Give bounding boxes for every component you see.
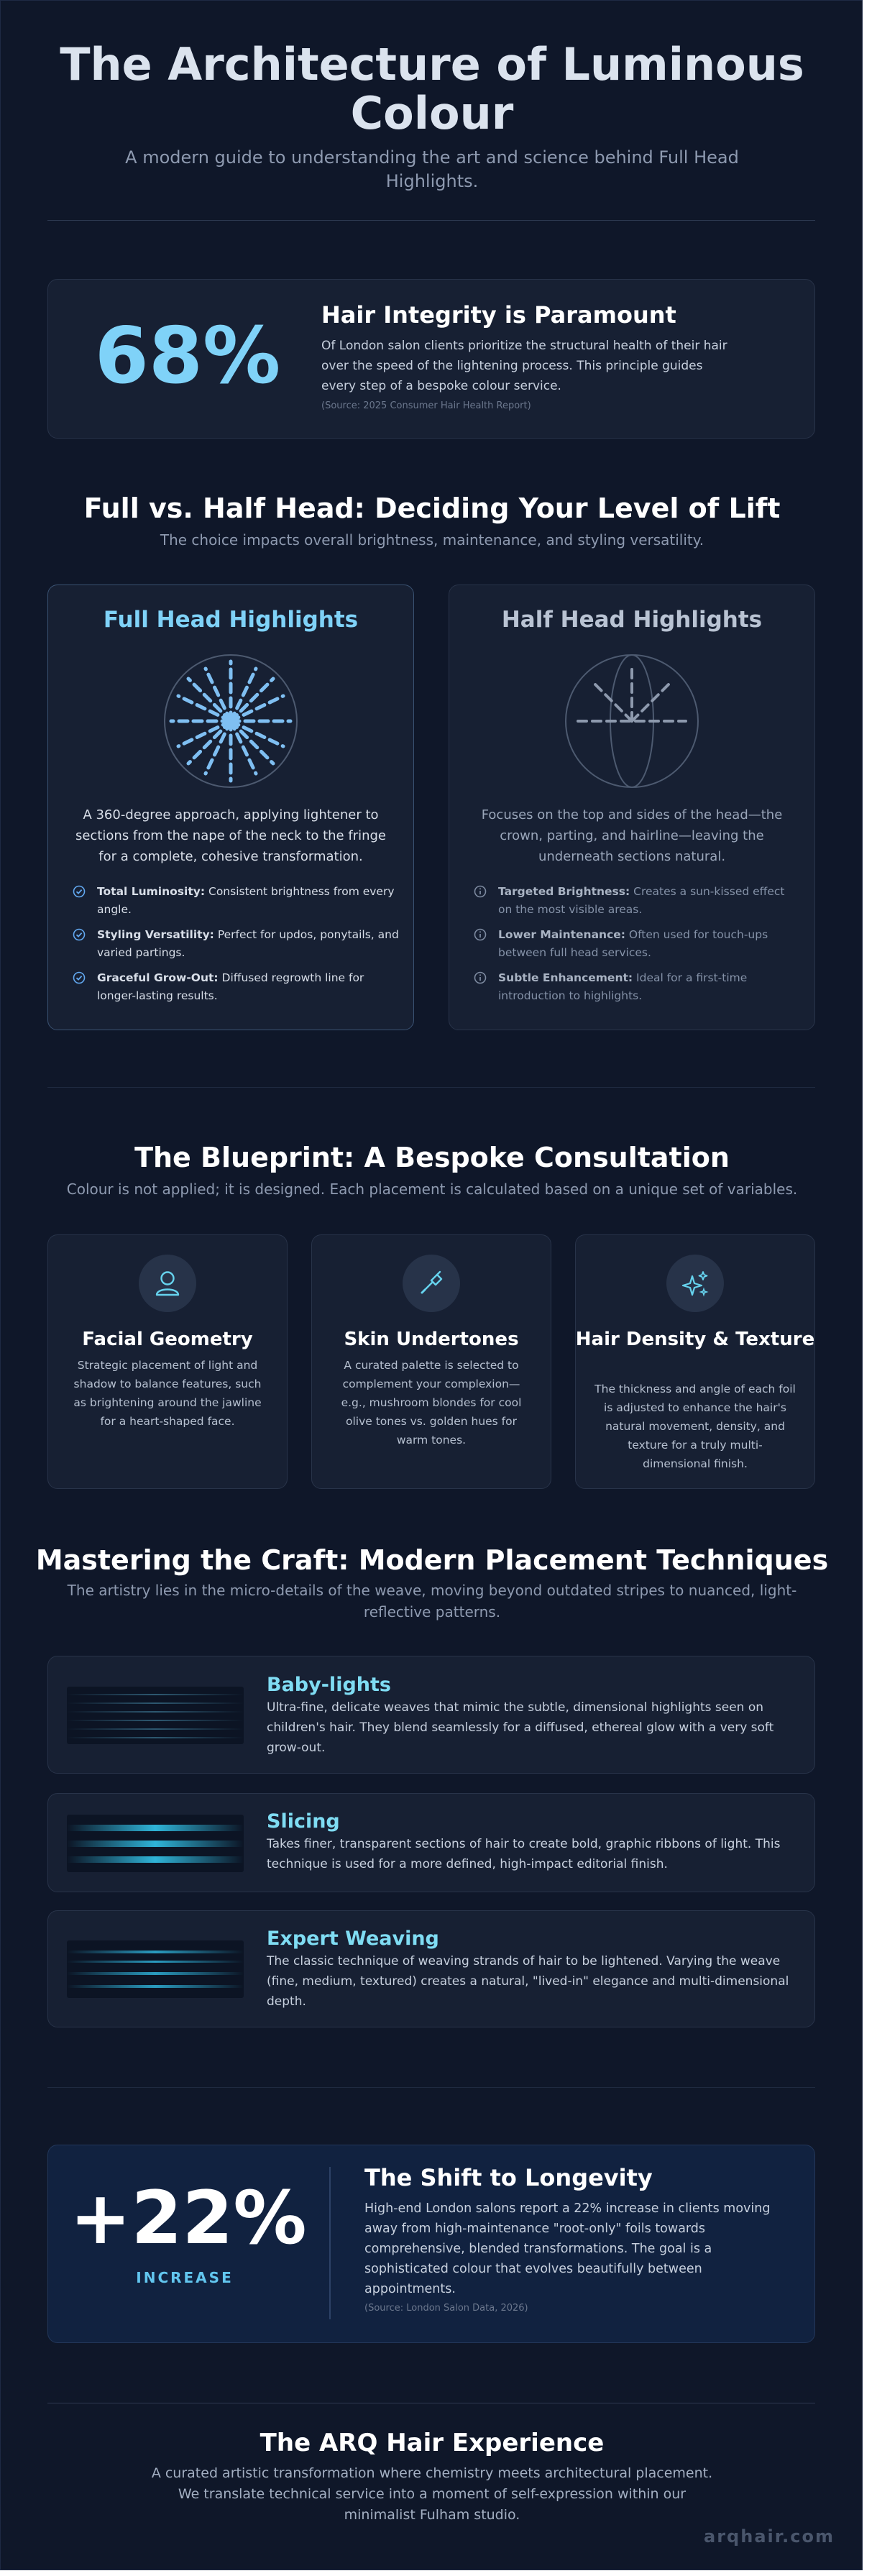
blueprint-card-title: Facial Geometry [82,1329,253,1350]
blueprint-card-desc: Strategic placement of light and shadow to balance features, such as brightening around the jawline for a heart-shaped face. [73,1359,262,1428]
feature-label: Targeted Brightness: [498,885,630,898]
page-subtitle: A modern guide to understanding the art and science behind Full Head Highlights. [125,147,739,191]
full-head-title: Full Head Highlights [103,607,359,633]
full-feature-item [97,926,399,962]
technique-desc: Ultra-fine, delicate weaves that mimic the subtle, dimensional highlights seen on children's hair. They blend seamlessly for a diffused, ethereal glow with a very soft grow-out. [267,1700,774,1755]
feature-label: Total Luminosity: [97,885,206,898]
blueprint-title: The Blueprint: A Bespoke Consultation [134,1142,730,1173]
feature-label: Subtle Enhancement: [498,971,633,984]
feature-label: Lower Maintenance: [498,928,625,941]
feature-text: Creates a sun-kissed effect on the most visible areas. [498,885,785,916]
blueprint-subtitle: Colour is not applied; it is designed. Each placement is calculated based on a unique set of variables. [66,1181,798,1198]
full-feature-item [97,883,399,919]
blueprint-card-title: Skin Undertones [344,1329,519,1350]
babylights-swatch [67,1687,244,1744]
feature-text: Perfect for updos, ponytails, and varied partings. [97,928,399,959]
longevity-divider [329,2167,331,2319]
technique-title: Expert Weaving [267,1928,439,1950]
techniques-subtitle: The artistry lies in the micro-details of the weave, moving beyond outdated stripes to nuanced, light-reflective patterns. [67,1582,797,1621]
half-feature-item [498,969,800,1005]
full-head-diagram-icon [162,653,299,789]
longevity-tag: INCREASE [136,2269,234,2286]
person-icon [139,1255,196,1312]
weaving-swatch [67,1940,244,1998]
sparkles-icon [666,1255,724,1312]
feature-text: Consistent brightness from every angle. [97,885,395,916]
technique-title: Baby-lights [267,1674,391,1696]
technique-title: Slicing [267,1810,340,1833]
feature-label: Styling Versatility: [97,928,214,941]
feature-label: Graceful Grow-Out: [97,971,219,984]
footer-body: A curated artistic transformation where chemistry meets architectural placement. We translate technical service into a moment of self-expression within our minimalist Fulham studio. [151,2465,713,2523]
feature-text: Ideal for a first-time introduction to highlights. [498,971,748,1002]
full-feature-item [97,969,399,1005]
stat-title: Hair Integrity is Paramount [321,301,676,329]
page-title: The Architecture of Luminous Colour [60,38,804,139]
stat-value: 68% [94,311,281,401]
blueprint-card-desc: A curated palette is selected to complement your complexion—e.g., mushroom blondes for cool olive tones vs. golden hues for warm tones. [341,1359,522,1447]
longevity-value: +22% [70,2176,307,2261]
blueprint-card-desc: The thickness and angle of each foil is adjusted to enhance the hair's natural movement, density, and texture for a truly multi-dimensional finish. [594,1383,796,1470]
info-circle-icon [474,928,487,941]
feature-text: Diffused regrowth line for longer-lasting results. [97,971,364,1002]
technique-desc: Takes finer, transparent sections of hair to create bold, graphic ribbons of light. This technique is used for a more defined, high-impact editorial finish. [267,1837,781,1871]
footer-title: The ARQ Hair Experience [260,2429,605,2457]
longevity-title: The Shift to Longevity [364,2164,653,2191]
technique-desc: The classic technique of weaving strands of hair to be lightened. Varying the weave (fine, medium, textured) creates a natural, "lived-in" elegance and multi-dimensional depth. [267,1954,789,2009]
section-divider [47,1087,815,1088]
brand-link[interactable]: arqhair.com [704,2526,835,2547]
half-head-description: Focuses on the top and sides of the head—the crown, parting, and hairline—leaving the underneath sections natural. [481,807,783,864]
check-circle-icon [73,928,86,941]
half-head-title: Half Head Highlights [501,607,763,633]
half-feature-item [498,926,800,962]
half-feature-item [498,883,800,919]
stat-body: Of London salon clients prioritize the structural health of their hair over the speed of the lightening process. This principle guides every step of a bespoke colour service. [321,339,727,393]
check-circle-icon [73,971,86,984]
info-circle-icon [474,885,487,898]
check-circle-icon [73,885,86,898]
full-head-description: A 360-degree approach, applying lightener to sections from the nape of the neck to the fringe for a complete, cohesive transformation. [75,807,387,864]
stat-source: (Source: 2025 Consumer Hair Health Report) [321,400,531,411]
comparison-subtitle: The choice impacts overall brightness, maintenance, and styling versatility. [160,531,704,549]
longevity-source: (Source: London Salon Data, 2026) [364,2303,528,2314]
dropper-icon [403,1255,460,1312]
info-circle-icon [474,971,487,984]
longevity-body: High-end London salons report a 22% increase in clients moving away from high-maintenance "root-only" foils towards comprehensive, blended transformations. The goal is a sophisticated colour that evolves beautifully between appointments. [364,2201,771,2296]
section-divider [47,2087,815,2088]
blueprint-card-title: Hair Density & Texture [575,1329,815,1350]
slicing-swatch [67,1815,244,1872]
comparison-title: Full vs. Half Head: Deciding Your Level of Lift [83,492,781,524]
feature-text: Often used for touch-ups between full head services. [498,928,768,959]
half-head-diagram-icon [564,653,700,789]
techniques-title: Mastering the Craft: Modern Placement Techniques [35,1544,829,1576]
header-divider [47,220,815,221]
